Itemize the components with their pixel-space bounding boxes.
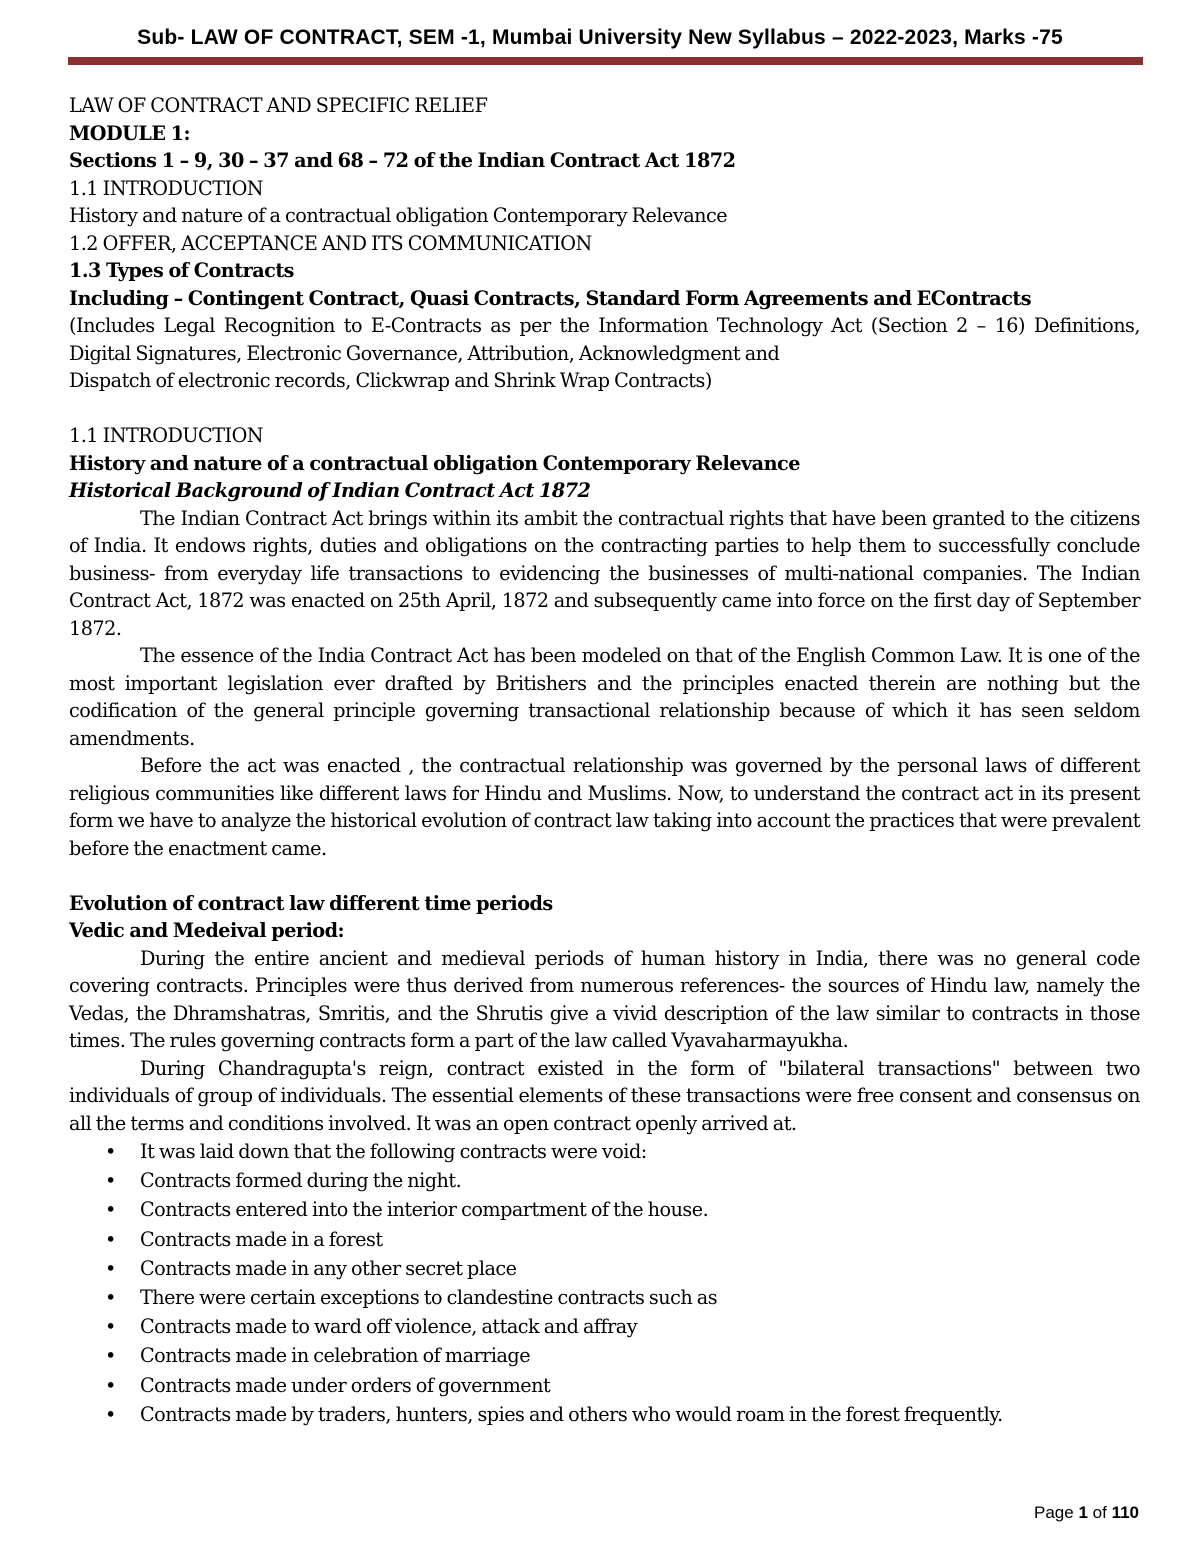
spacer — [69, 862, 1140, 890]
body-paragraph: The Indian Contract Act brings within its ambit the contractual rights that have been granted to the citizens of India. It endows rights, duties and obligations on the contracting parties to help them to successfully conclude business- from everyday life transactions to evidencing the businesses of multi-national companies. The Indian Contract Act, 1872 was enacted on 25th April, 1872 and subsequently came into force on the first day of September 1872. — [69, 506, 1140, 640]
spacer — [69, 395, 1140, 423]
list-item: • There were certain exceptions to clandestine contracts such as — [69, 1283, 1140, 1312]
bullet-icon: • — [105, 1315, 116, 1339]
page-total: 110 — [1111, 1503, 1139, 1522]
body-paragraph: During Chandragupta's reign, contract existed in the form of "bilateral transactions" between two individuals of group of individuals. The essential elements of these transactions were free consent and consensus on all the terms and conditions involved. It was an open contract openly arrived at. — [69, 1056, 1140, 1135]
module-heading: MODULE 1: — [69, 121, 191, 145]
vedic-period-heading: Vedic and Medeival period: — [69, 919, 345, 942]
sections-heading: Sections 1 – 9, 30 – 37 and 68 – 72 of the Indian Contract Act 1872 — [69, 149, 736, 172]
list-item: • Contracts made by traders, hunters, spies and others who would roam in the forest frequently. — [69, 1400, 1140, 1429]
page-footer — [1034, 1503, 1139, 1523]
outline-types-heading: 1.3 Types of Contracts — [69, 259, 294, 282]
list-item: • Contracts made in any other secret place — [69, 1254, 1140, 1283]
outline-intro-heading: 1.1 INTRODUCTION — [69, 176, 264, 200]
bullet-icon: • — [105, 1140, 116, 1163]
body-paragraph: The essence of the India Contract Act has been modeled on that of the English Common Law. It is one of the most important legislation ever drafted by Britishers and the principles enacted therein are nothing but the codification of the general principle governing transactional relationship because of which it has seen seldom amendments. — [69, 644, 1140, 750]
page-of-label: of — [1092, 1503, 1107, 1522]
evolution-heading: Evolution of contract law different time periods — [69, 891, 553, 915]
header-rule — [68, 57, 1143, 65]
body-paragraph: Before the act was enacted , the contractual relationship was governed by the personal laws of different religious communities like different laws for Hindu and Muslims. Now, to understand the contract act in its present form we have to analyze the historical evolution of contract law taking into account the practices that were prevalent before the enactment came. — [69, 754, 1140, 860]
void-contracts-list — [69, 1137, 1140, 1429]
bullet-icon: • — [105, 1227, 116, 1251]
historical-background-heading: Historical Background of Indian Contract Act 1872 — [69, 479, 591, 502]
list-item: • Contracts made to ward off violence, attack and affray — [69, 1312, 1140, 1341]
bullet-icon: • — [105, 1256, 116, 1280]
page-body — [69, 92, 1140, 1429]
bullet-icon: • — [105, 1169, 116, 1193]
outline-intro-text: History and nature of a contractual obligation Contemporary Relevance — [69, 204, 728, 227]
bullet-icon: • — [105, 1344, 116, 1368]
list-item: • Contracts made under orders of government — [69, 1371, 1140, 1400]
list-item: • Contracts formed during the night. — [69, 1166, 1140, 1195]
body-paragraph: During the entire ancient and medieval periods of human history in India, there was no general code covering contracts. Principles were thus derived from numerous references- the sources of Hindu law, namely the Vedas, the Dhramshatras, Smritis, and the Shrutis give a vivid description of the law similar to contracts in those times. The rules governing contracts form a part of the law called Vyavaharmayukha. — [69, 946, 1140, 1052]
list-item: • It was laid down that the following contracts were void: — [69, 1137, 1140, 1166]
section-subheading: History and nature of a contractual obligation Contemporary Relevance — [69, 451, 800, 475]
list-item: • Contracts entered into the interior compartment of the house. — [69, 1195, 1140, 1224]
list-item: • Contracts made in a forest — [69, 1225, 1140, 1254]
bullet-icon: • — [105, 1373, 116, 1397]
document-title: LAW OF CONTRACT AND SPECIFIC RELIEF — [69, 94, 488, 117]
outline-includes-paragraph: (Includes Legal Recognition to E-Contracts as per the Information Technology Act (Section 2 – 16) Definitions, Digital Signatures, Electronic Governance, Attribution, Acknowledgment and — [69, 314, 1140, 365]
bullet-icon: • — [105, 1198, 116, 1222]
bullet-icon: • — [105, 1402, 116, 1426]
page-label: Page — [1034, 1503, 1074, 1522]
section-heading: 1.1 INTRODUCTION — [69, 424, 264, 447]
bullet-icon: • — [105, 1286, 116, 1310]
list-item: • Contracts made in celebration of marriage — [69, 1341, 1140, 1370]
outline-including: Including – Contingent Contract, Quasi Contracts, Standard Form Agreements and EContracts — [69, 286, 1032, 310]
page-number: 1 — [1078, 1503, 1088, 1522]
page-header: Sub- LAW OF CONTRACT, SEM -1, Mumbai University New Syllabus – 2022-2023, Marks -75 — [137, 26, 1063, 49]
outline-offer-heading: 1.2 OFFER, ACCEPTANCE AND ITS COMMUNICATION — [69, 231, 592, 255]
outline-includes-last-line: Dispatch of electronic records, Clickwrap and Shrink Wrap Contracts) — [69, 369, 712, 392]
